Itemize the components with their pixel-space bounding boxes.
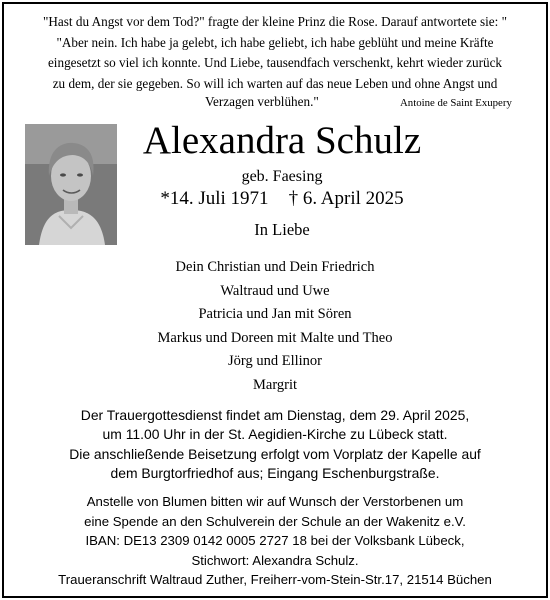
service-line: dem Burgtorfriedhof aus; Eingang Eschenburgstraße. bbox=[110, 465, 440, 482]
service-line: Die anschließende Beisetzung erfolgt vom Vorplatz der Kapelle auf bbox=[69, 445, 481, 462]
mourner-line: Patricia und Jan mit Sören bbox=[198, 306, 352, 322]
maiden-name: geb. Faesing bbox=[241, 168, 323, 185]
mourner-line: Waltraud und Uwe bbox=[220, 282, 330, 299]
donation-line: IBAN: DE13 2309 0142 0005 2727 18 bei der Volksbank Lübeck, bbox=[85, 533, 465, 548]
service-line: um 11.00 Uhr in der St. Aegidien-Kirche zu Lübeck statt. bbox=[102, 426, 448, 443]
quote-line: "Aber nein. Ich habe ja gelebt, ich habe geliebt, ich habe geblüht und meine Kräfte bbox=[56, 34, 494, 50]
quote-last-row bbox=[4, 94, 546, 115]
portrait-figure bbox=[25, 124, 117, 245]
mourner-line: Dein Christian und Dein Friedrich bbox=[175, 259, 375, 275]
mourners-list bbox=[4, 256, 546, 397]
quote-line: zu dem, der sie gegeben. So will ich warten auf das neue Leben und ohne Angst und bbox=[52, 75, 498, 91]
service-info bbox=[4, 406, 546, 484]
quote-line: eingesetzt so viel ich konnte. Und Liebe, tausendfach verschenkt, kehrt wieder zurück bbox=[47, 55, 503, 70]
quote-line: "Hast du Angst vor dem Tod?" fragte der kleine Prinz die Rose. Darauf antwortete sie: " bbox=[43, 14, 507, 29]
service-line: Der Trauergottesdienst findet am Dienstag, dem 29. April 2025, bbox=[80, 407, 470, 423]
quote-block bbox=[4, 12, 546, 115]
portrait-photo-icon bbox=[25, 124, 117, 245]
mourner-line: Margrit bbox=[252, 376, 298, 393]
death-date: † 6. April 2025 bbox=[288, 188, 404, 209]
birth-date: *14. Juli 1971 bbox=[160, 188, 269, 209]
donation-line: Stichwort: Alexandra Schulz. bbox=[191, 552, 359, 568]
deceased-name: Alexandra Schulz bbox=[142, 119, 422, 162]
donation-info bbox=[4, 492, 546, 590]
in-love-text: In Liebe bbox=[254, 220, 310, 239]
quote-line: Verzagen verblühen." bbox=[205, 94, 319, 109]
obituary-notice bbox=[2, 2, 548, 598]
life-dates bbox=[132, 188, 432, 210]
donation-line: Anstelle von Blumen bitten wir auf Wunsch der Verstorbenen um bbox=[86, 494, 464, 509]
donation-line: eine Spende an den Schulverein der Schule an der Wakenitz e.V. bbox=[84, 513, 466, 529]
mourner-line: Jörg und Ellinor bbox=[228, 353, 322, 369]
mourner-line: Markus und Doreen mit Malte und Theo bbox=[157, 329, 393, 346]
quote-author: Antoine de Saint Exupery bbox=[400, 97, 512, 109]
mourning-address: Traueranschrift Waltraud Zuther, Freiherr-vom-Stein-Str.17, 21514 Büchen bbox=[58, 572, 492, 587]
